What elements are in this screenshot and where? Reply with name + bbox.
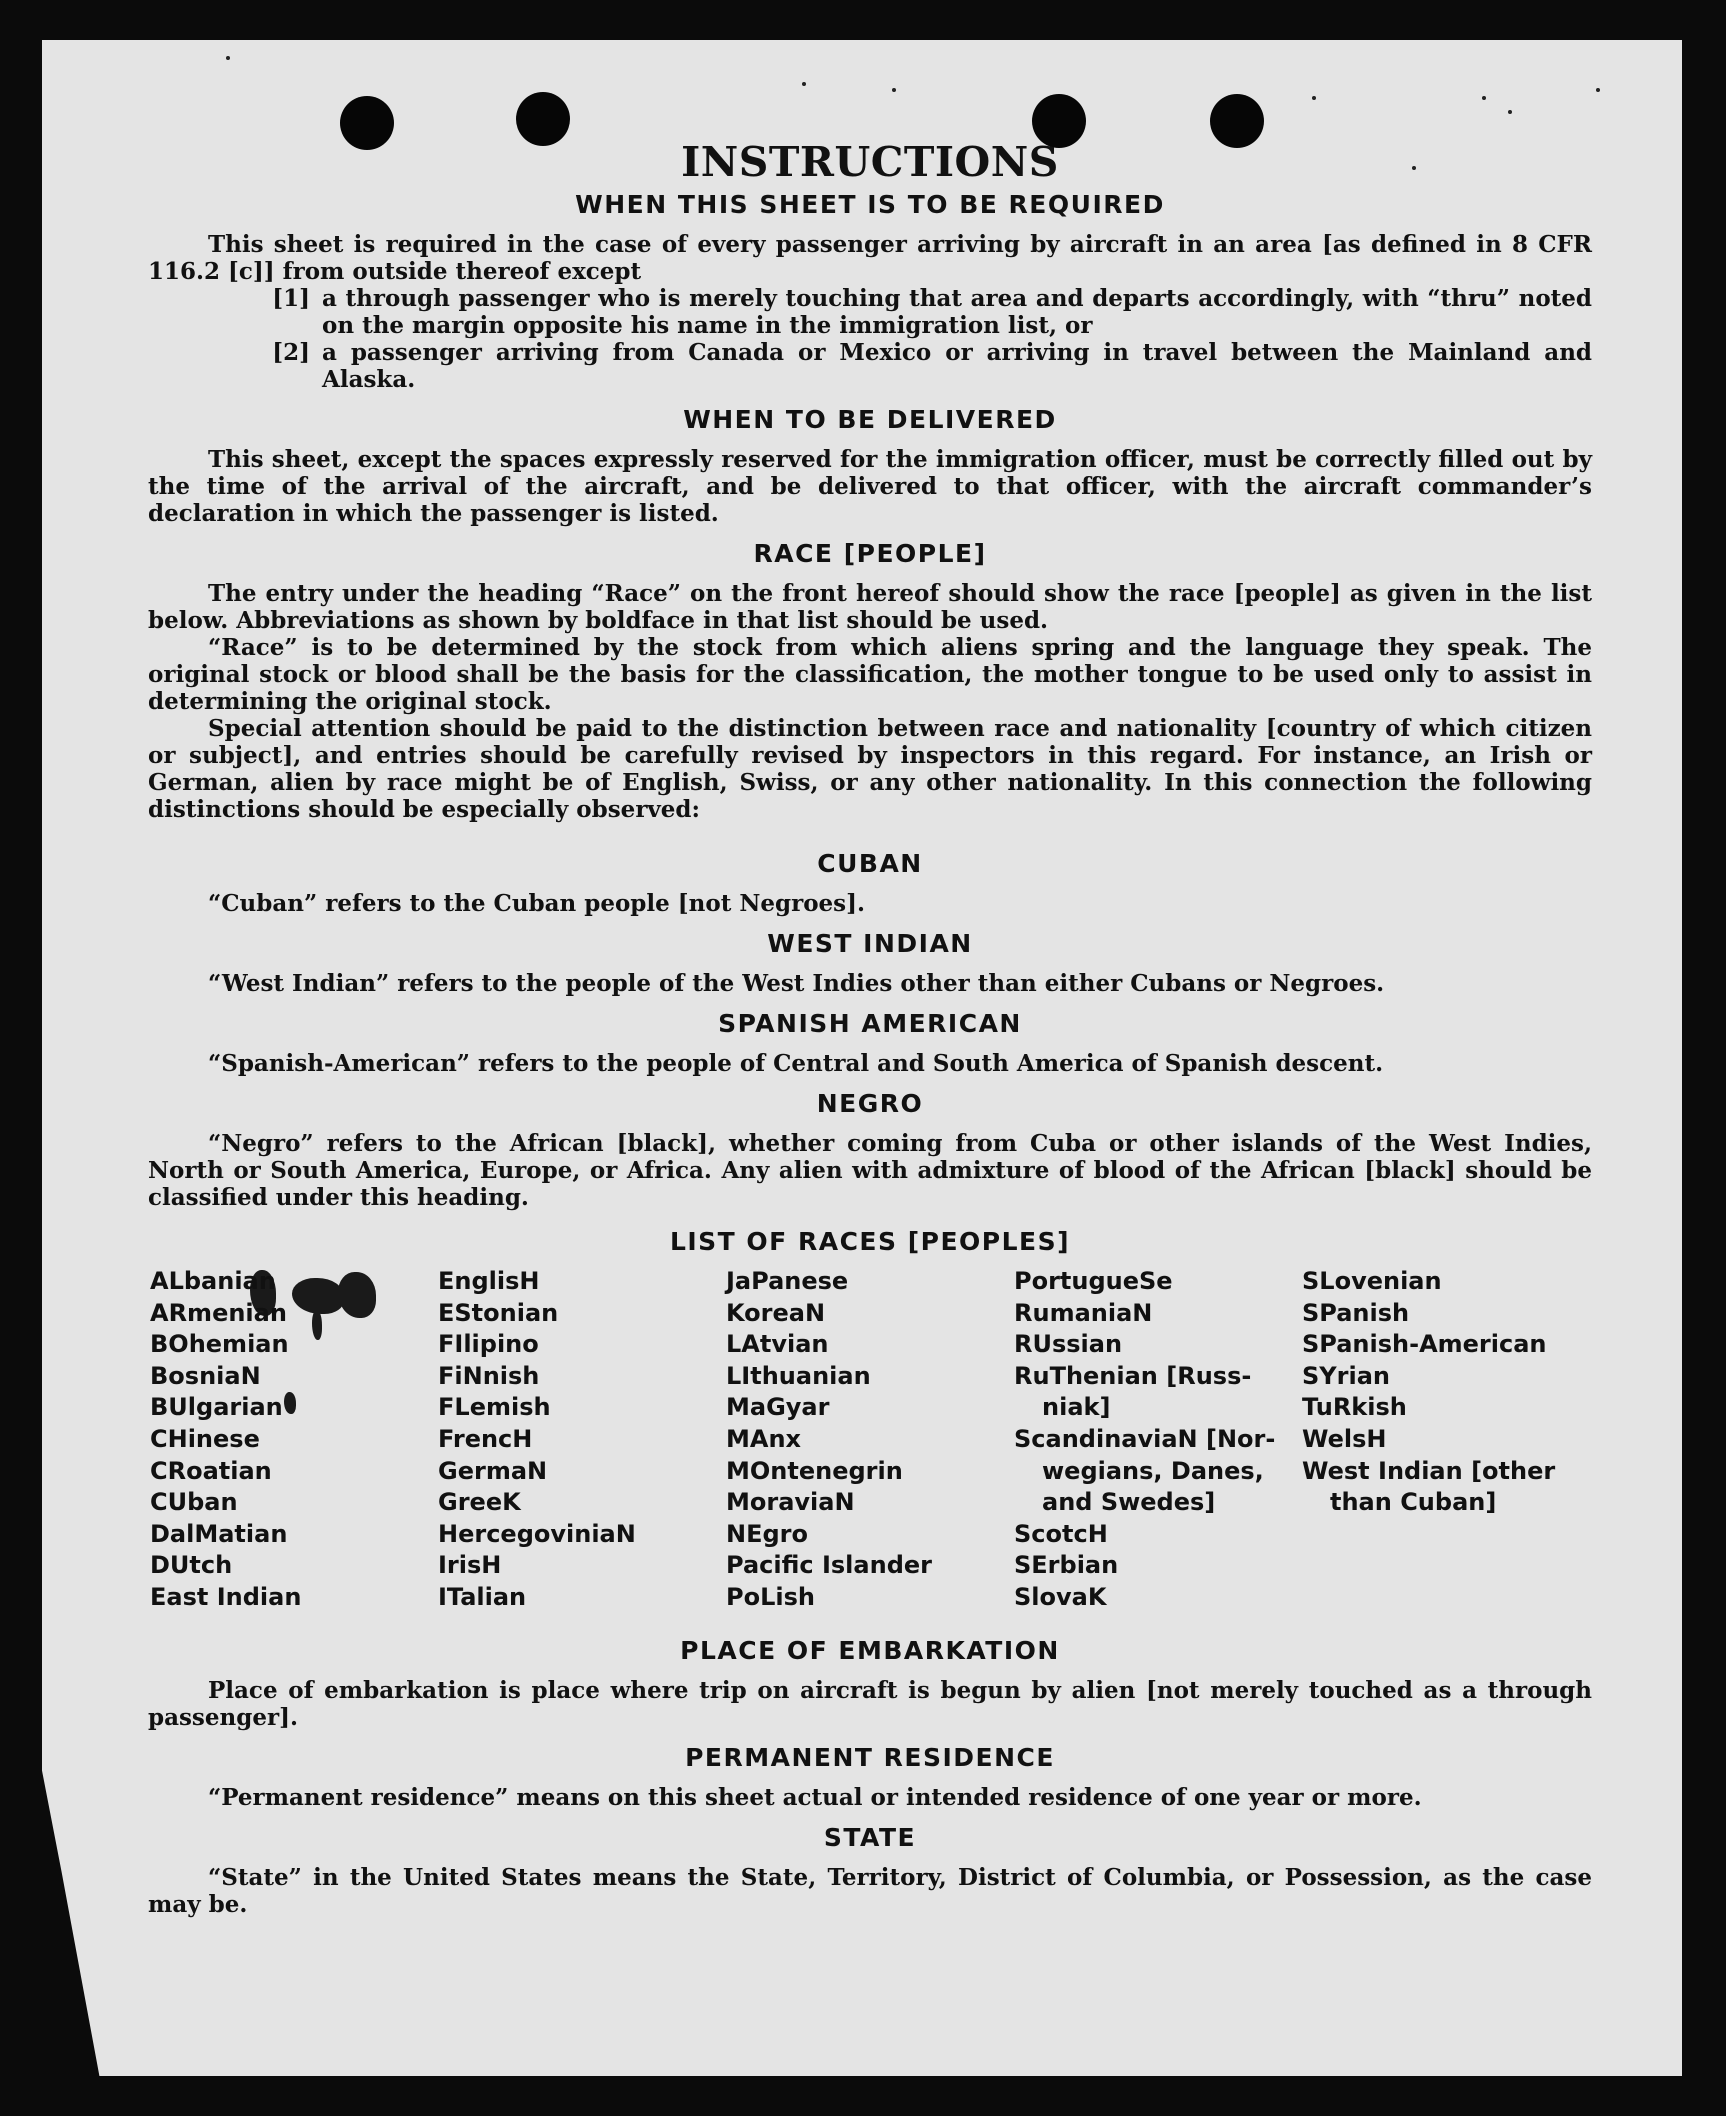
race-entry: FrencH [438, 1424, 533, 1453]
race-entry: SlovaK [1014, 1582, 1107, 1611]
speck [892, 88, 896, 92]
race-entry: West Indian [other [1302, 1456, 1556, 1485]
race-entry: CUban [150, 1488, 238, 1517]
race-column [1302, 1266, 1590, 1614]
race-entry: RuThenian [Russ- [1014, 1361, 1252, 1390]
list-item [148, 285, 1592, 339]
race-column [150, 1266, 438, 1614]
race-entry: East Indian [150, 1582, 302, 1611]
heading-required: WHEN THIS SHEET IS TO BE REQUIRED [575, 190, 1165, 219]
race-entry: GermaN [438, 1456, 548, 1485]
race-entry: NEgro [726, 1519, 808, 1548]
instructions-content [148, 138, 1592, 1918]
speck [1312, 96, 1316, 100]
race-entry: SPanish [1302, 1298, 1410, 1327]
spanish-american-text: “Spanish-American” refers to the people of Central and South America of Spanish descent. [208, 1050, 1384, 1077]
race-entry: DalMatian [150, 1519, 288, 1548]
race-entry: HercegoviniaN [438, 1519, 636, 1548]
item-text: a through passenger who is merely touching that area and departs accordingly, with “thru” noted on the margin opposite his name in the immigration list, or [322, 285, 1592, 339]
heading-cuban: CUBAN [817, 849, 923, 878]
race-entry: niak] [1042, 1393, 1111, 1422]
heading-state: STATE [823, 1822, 917, 1852]
state-text: “State” in the United States means the State, Territory, District of Columbia, or Possession, as the case may be. [148, 1863, 1592, 1918]
heading-list-of-races: LIST OF RACES [PEOPLES] [669, 1227, 1071, 1256]
race-entry: TuRkish [1302, 1393, 1407, 1422]
race-entry: BosniaN [150, 1361, 261, 1390]
speck [1508, 110, 1512, 114]
negro-text: “Negro” refers to the African [black], whether coming from Cuba or other islands of the West Indies, North or South America, Europe, or Africa. Any alien with admixture of blood of the African [black] should be classified under this heading. [148, 1130, 1592, 1211]
race-entry: PoLish [726, 1582, 815, 1611]
cuban-text: “Cuban” refers to the Cuban people [not Negroes]. [208, 890, 866, 917]
race-entry: GreeK [438, 1488, 521, 1517]
heading-spanish-american: SPANISH AMERICAN [718, 1009, 1022, 1038]
race-entry: CRoatian [150, 1456, 272, 1485]
race-entry: ScotcH [1014, 1519, 1108, 1548]
item-number: [1] [272, 285, 310, 312]
race-entry: MaGyar [726, 1393, 830, 1422]
race-entry: FiNnish [438, 1361, 540, 1390]
race-entry: MAnx [726, 1424, 802, 1453]
race-entry: RumaniaN [1014, 1298, 1153, 1327]
race-entry: SYrian [1302, 1361, 1391, 1390]
race-column [438, 1266, 726, 1614]
west-indian-text: “West Indian” refers to the people of the West Indies other than either Cubans or Negroes. [208, 970, 1385, 997]
speck [1596, 88, 1600, 92]
race-entry: SPanish-American [1302, 1330, 1547, 1359]
race-paragraph-2: “Race” is to be determined by the stock from which aliens spring and the language they speak. The original stock or blood shall be the basis for the classification, the mother tongue to be used only to assist in determining the original stock. [148, 634, 1592, 715]
list-item [148, 339, 1592, 393]
race-entry: SErbian [1014, 1551, 1119, 1580]
race-entry: EnglisH [438, 1267, 540, 1295]
races-list [150, 1266, 1592, 1614]
race-entry: than Cuban] [1330, 1488, 1497, 1517]
race-entry: CHinese [150, 1424, 260, 1453]
race-entry: MoraviaN [726, 1488, 855, 1517]
required-intro: This sheet is required in the case of every passenger arriving by aircraft in an area [as defined in 8 CFR 116.2 [c]] from outside thereof except [148, 231, 1592, 285]
speck [1482, 96, 1486, 100]
race-entry: WelsH [1302, 1424, 1387, 1453]
speck [802, 82, 806, 86]
race-paragraph-3: Special attention should be paid to the distinction between race and nationality [country of which citizen or subject], and entries should be carefully revised by inspectors in this regard. For instance, an Irish or German, alien by race might be of English, Swiss, or any other nationality. In this connection the following distinctions should be especially observed: [148, 715, 1592, 823]
race-entry: KoreaN [726, 1298, 826, 1327]
race-entry: LAtvian [726, 1330, 829, 1359]
race-entry: ALbanian [150, 1267, 276, 1295]
race-entry: ITalian [438, 1582, 527, 1611]
race-entry: LIthuanian [726, 1361, 871, 1390]
race-column [726, 1266, 1014, 1614]
race-entry: ARmenian [150, 1298, 287, 1327]
residence-text: “Permanent residence” means on this sheet actual or intended residence of one year or more. [208, 1783, 1422, 1811]
race-entry: BUlgarian [150, 1393, 283, 1422]
document-title: INSTRUCTIONS [681, 138, 1059, 186]
race-entry: SLovenian [1302, 1267, 1442, 1295]
race-entry: wegians, Danes, [1042, 1456, 1264, 1485]
heading-residence: PERMANENT RESIDENCE [685, 1742, 1055, 1772]
race-entry: EStonian [438, 1298, 559, 1327]
race-entry: FIlipino [438, 1330, 539, 1359]
delivered-text: This sheet, except the spaces expressly reserved for the immigration officer, must be correctly filled out by the time of the arrival of the aircraft, and be delivered to that officer, with the aircraft commander’s declaration in which the passenger is listed. [148, 446, 1592, 527]
heading-race: RACE [PEOPLE] [753, 539, 987, 568]
race-column [1014, 1266, 1302, 1614]
race-entry: PortugueSe [1014, 1267, 1173, 1295]
race-entry: RUssian [1014, 1330, 1123, 1359]
race-entry: and Swedes] [1042, 1488, 1216, 1517]
race-entry: BOhemian [150, 1330, 289, 1359]
race-entry: JaPanese [726, 1267, 849, 1295]
speck [226, 56, 230, 60]
heading-west-indian: WEST INDIAN [767, 929, 973, 958]
race-entry: MOntenegrin [726, 1456, 903, 1485]
item-text: a passenger arriving from Canada or Mexico or arriving in travel between the Mainland and Alaska. [322, 339, 1592, 393]
heading-delivered: WHEN TO BE DELIVERED [683, 405, 1057, 434]
heading-embarkation: PLACE OF EMBARKATION [680, 1635, 1060, 1665]
race-entry: FLemish [438, 1393, 551, 1422]
race-entry: ScandinaviaN [Nor- [1014, 1424, 1276, 1453]
heading-negro: NEGRO [816, 1089, 924, 1118]
race-entry: IrisH [438, 1551, 502, 1580]
embarkation-text: Place of embarkation is place where trip on aircraft is begun by alien [not merely touched as a through passenger]. [148, 1676, 1592, 1731]
item-number: [2] [272, 339, 310, 366]
race-entry: Pacific Islander [726, 1551, 932, 1580]
race-paragraph-1: The entry under the heading “Race” on the front hereof should show the race [people] as given in the list below. Abbreviations as shown by boldface in that list should be used. [148, 580, 1592, 634]
race-entry: DUtch [150, 1551, 233, 1580]
